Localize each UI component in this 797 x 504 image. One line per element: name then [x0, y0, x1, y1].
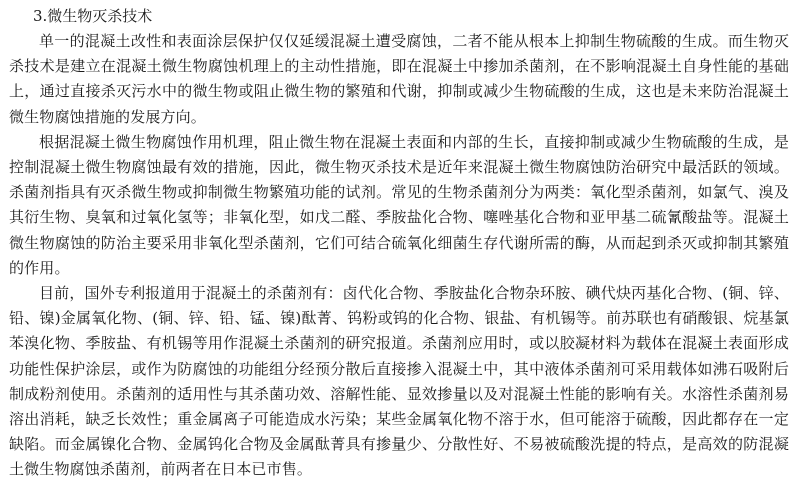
- paragraph-2: 根据混凝土微生物腐蚀作用机理，阻止微生物在混凝土表面和内部的生长，直接抑制或减少生物硫酸的生成，是控制混凝土微生物腐蚀最有效的措施，因此，微生物灭杀技术是近年来混凝土微生物腐蚀防治研究中最活跃的领域。杀菌剂指具有灭杀微生物或抑制微生物繁殖功能的试剂。常见的生物杀菌剂分为两类：氧化型杀菌剂，如氯气、溴及其衍生物、臭氧和过氧化氢等；非氧化型，如戊二醛、季胺盐化合物、噻唑基化合物和亚甲基二硫氰酸盐等。混凝土微生物腐蚀的防治主要采用非氧化型杀菌剂，它们可结合硫氧化细菌生存代谢所需的酶，从而起到杀灭或抑制其繁殖的作用。: [9, 132, 789, 277]
- paragraph-1: 单一的混凝土改性和表面涂层保护仅仅延缓混凝土遭受腐蚀，二者不能从根本上抑制生物硫酸的生成。而生物灭杀技术是建立在混凝土微生物腐蚀机理上的主动性措施，即在混凝土中掺加杀菌剂，在不影响混凝土自身性能的基础上，通过直接杀灭污水中的微生物或阻止微生物的繁殖和代谢，抑制或减少生物硫酸的生成，这也是未来防治混凝土微生物腐蚀措施的发展方向。: [9, 32, 789, 126]
- section-heading: 3.微生物灭杀技术: [33, 7, 153, 25]
- paragraph-3: 目前，国外专利报道用于混凝土的杀菌剂有：卤代化合物、季胺盐化合物杂环胺、碘代炔丙基化合物、(铜、锌、铅、镍)金属氧化物、(铜、锌、铅、锰、镍)酞菁、钨粉或钨的化合物、银盐、有机锡等。前苏联也有硝酸银、烷基氯苯溴化物、季胺盐、有机锡等用作混凝土杀菌剂的研究报道。杀菌剂应用时，或以胶凝材料为载体在混凝土表面形成功能性保护涂层，或作为防腐蚀的功能组分经预分散后直接掺入混凝土中，其中液体杀菌剂可采用载体如沸石吸附后制成粉剂使用。杀菌剂的适用性与其杀菌功效、溶解性能、显效掺量以及对混凝土性能的影响有关。水溶性杀菌剂易溶出消耗，缺乏长效性；重金属离子可能造成水污染；某些金属氧化物不溶于水，但可能溶于硫酸，因此都存在一定缺陷。而金属镍化合物、金属钨化合物及金属酞菁具有掺量少、分散性好、不易被硫酸洗提的特点，是高效的防混凝土微生物腐蚀杀菌剂，前两者在日本已市售。: [9, 284, 789, 479]
